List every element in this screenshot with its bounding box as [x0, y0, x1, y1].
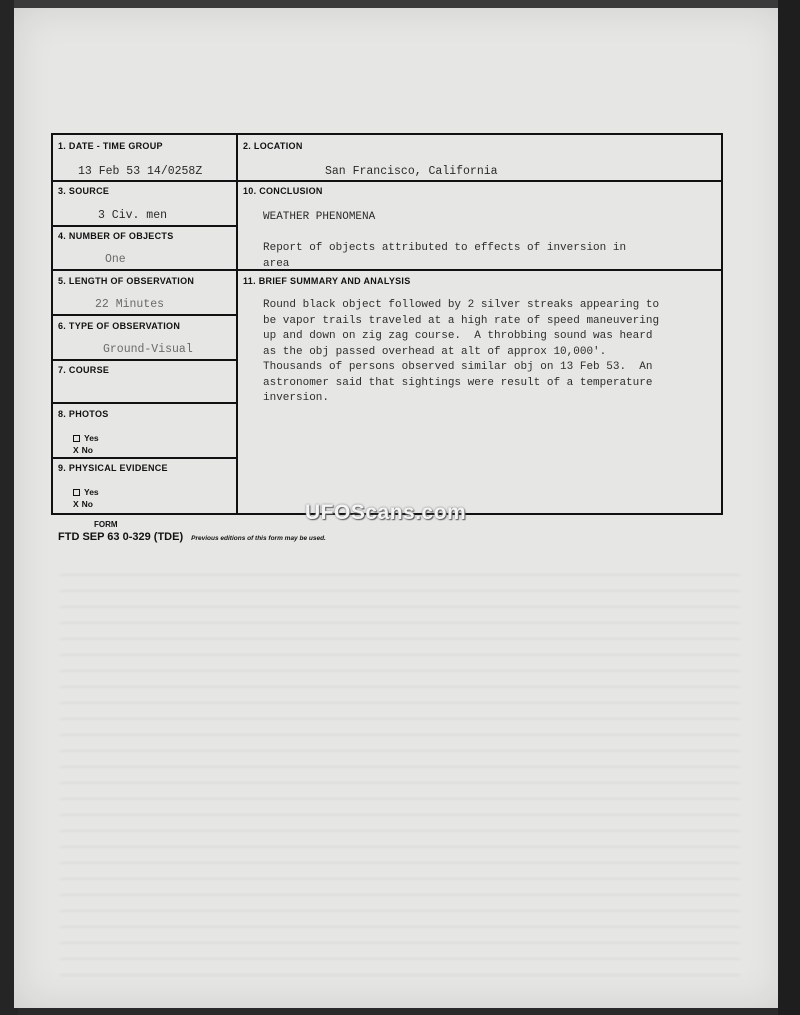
length-of-observation-value: 22 Minutes: [95, 298, 165, 311]
checkbox-box: [73, 435, 80, 442]
date-time-group-value: 13 Feb 53 14/0258Z: [78, 165, 203, 178]
project-card-form: [51, 133, 723, 515]
watermark-text: UFOScans.com: [305, 501, 467, 524]
previous-editions-note: Previous editions of this form may be used.: [191, 535, 326, 542]
form-footer: [58, 531, 326, 543]
row-divider: [53, 402, 237, 404]
source-label: 3. SOURCE: [58, 186, 110, 196]
checkbox-box: [73, 489, 80, 496]
photos-label: 8. PHOTOS: [58, 409, 109, 419]
brief-summary-label: 11. BRIEF SUMMARY AND ANALYSIS: [243, 276, 411, 286]
conclusion-value: WEATHER PHENOMENA: [263, 211, 376, 223]
brief-summary-text: Round black object followed by 2 silver streaks appearing to be vapor trails traveled at a high rate of speed maneuvering up and down on zig zag course. A throbbing sound was heard as the obj passed overhead at alt of approx 10,000'. Thousands of persons observed similar obj on 13 Feb 53. An astronomer said that sightings were result of a temperature inversion.: [263, 299, 660, 404]
location-label: 2. LOCATION: [243, 141, 303, 151]
row-divider: [53, 314, 237, 316]
form-word: FORM: [94, 520, 118, 529]
course-label: 7. COURSE: [58, 365, 110, 375]
scan-border-right: [778, 0, 800, 1015]
conclusion-label: 10. CONCLUSION: [243, 186, 323, 196]
source-value: 3 Civ. men: [98, 209, 168, 222]
date-time-group-label: 1. DATE - TIME GROUP: [58, 141, 163, 151]
checkbox-mark: X: [73, 445, 79, 455]
form-id: FTD SEP 63 0-329 (TDE): [58, 531, 184, 543]
length-of-observation-label: 5. LENGTH OF OBSERVATION: [58, 276, 195, 286]
location-value: San Francisco, California: [325, 165, 498, 178]
type-of-observation-label: 6. TYPE OF OBSERVATION: [58, 321, 181, 331]
checkbox-mark: X: [73, 499, 79, 509]
physical-evidence-label: 9. PHYSICAL EVIDENCE: [58, 463, 168, 473]
row-divider: [53, 180, 721, 182]
row-divider: [53, 225, 237, 227]
bleed-through-texture: [60, 560, 740, 990]
photos-no-checkbox: X No: [73, 445, 94, 455]
number-of-objects-label: 4. NUMBER OF OBJECTS: [58, 231, 174, 241]
number-of-objects-value: One: [105, 253, 126, 266]
physical-evidence-yes-checkbox: Yes: [73, 487, 99, 497]
physical-evidence-no-checkbox: X No: [73, 499, 94, 509]
row-divider: [53, 359, 237, 361]
photos-yes-checkbox: Yes: [73, 433, 99, 443]
row-divider: [53, 457, 237, 459]
conclusion-note: Report of objects attributed to effects of inversion in area: [263, 242, 627, 270]
type-of-observation-value: Ground-Visual: [103, 343, 193, 356]
